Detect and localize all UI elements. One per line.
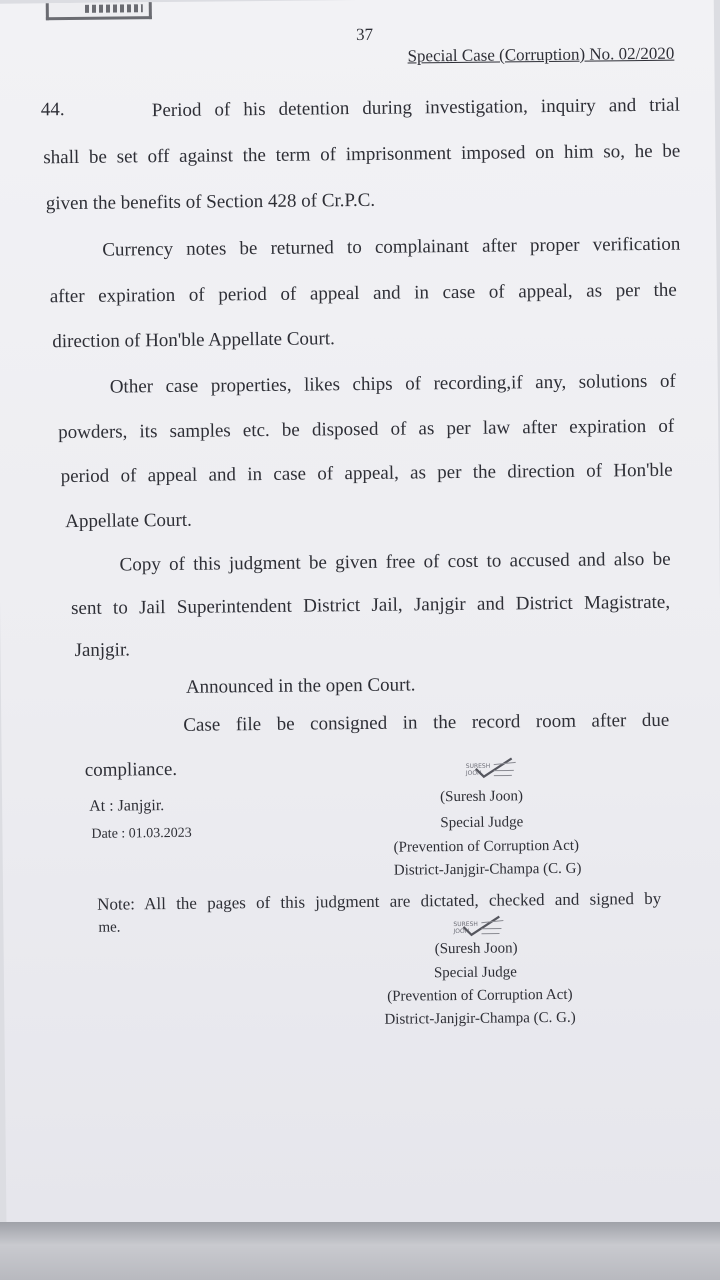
svg-text:JOON: JOON bbox=[465, 769, 482, 777]
body-line: Currency notes be returned to complainant after proper verification bbox=[102, 233, 681, 261]
svg-text:SURESH: SURESH bbox=[453, 920, 478, 929]
body-line: Copy of this judgment be given free of cost to accused and also be bbox=[119, 548, 671, 576]
svg-text:JOON: JOON bbox=[453, 927, 470, 936]
body-line: direction of Hon'ble Appellate Court. bbox=[52, 328, 335, 353]
body-line: Announced in the open Court. bbox=[185, 674, 416, 698]
signer-name: (Suresh Joon) bbox=[439, 788, 524, 806]
body-line: compliance. bbox=[84, 758, 178, 781]
body-line: powders, its samples etc. be disposed of as per law after expiration of bbox=[58, 415, 675, 444]
body-line: after expiration of period of appeal and in case of appeal, as per the bbox=[49, 279, 677, 308]
date: Date : 01.03.2023 bbox=[91, 825, 192, 842]
para-number: 44. bbox=[40, 99, 65, 121]
signer-act: (Prevention of Corruption Act) bbox=[393, 837, 580, 856]
signer-name: (Suresh Joon) bbox=[434, 940, 518, 958]
signer-district: District-Janjgir-Champa (C. G) bbox=[393, 860, 582, 879]
body-line: given the benefits of Section 428 of Cr.P.C. bbox=[45, 189, 376, 215]
qr-code bbox=[46, 2, 152, 20]
page-number: 37 bbox=[355, 24, 374, 45]
body-line: shall be set off against the term of imprisonment imposed on him so, he be bbox=[43, 140, 681, 169]
signature-mark bbox=[451, 914, 511, 941]
body-line: Other case properties, likes chips of recording,if any, solutions of bbox=[109, 370, 676, 398]
table-surface bbox=[0, 1222, 720, 1280]
signer-title: Special Judge bbox=[440, 814, 524, 832]
note-line: Note: All the pages of this judgment are dictated, checked and signed by bbox=[97, 888, 662, 914]
body-line: Appellate Court. bbox=[65, 509, 192, 533]
svg-text:SURESH: SURESH bbox=[465, 762, 491, 770]
body-line: sent to Jail Superintendent District Jail, Janjgir and District Magistrate, bbox=[70, 591, 671, 620]
body-line: period of appeal and in case of appeal, as per the direction of Hon'ble bbox=[60, 459, 673, 488]
body-line: Case file be consigned in the record room after due bbox=[183, 709, 670, 736]
place: At : Janjgir. bbox=[89, 797, 165, 815]
signer-district: District-Janjgir-Champa (C. G.) bbox=[384, 1009, 576, 1028]
case-title: Special Case (Corruption) No. 02/2020 bbox=[407, 43, 675, 66]
signer-title: Special Judge bbox=[433, 964, 517, 982]
signer-act: (Prevention of Corruption Act) bbox=[387, 986, 573, 1005]
note-line: me. bbox=[98, 919, 121, 936]
body-line: Janjgir. bbox=[74, 639, 131, 661]
signature-mark bbox=[464, 756, 524, 783]
body-line: Period of his detention during investigation, inquiry and trial bbox=[151, 94, 680, 122]
